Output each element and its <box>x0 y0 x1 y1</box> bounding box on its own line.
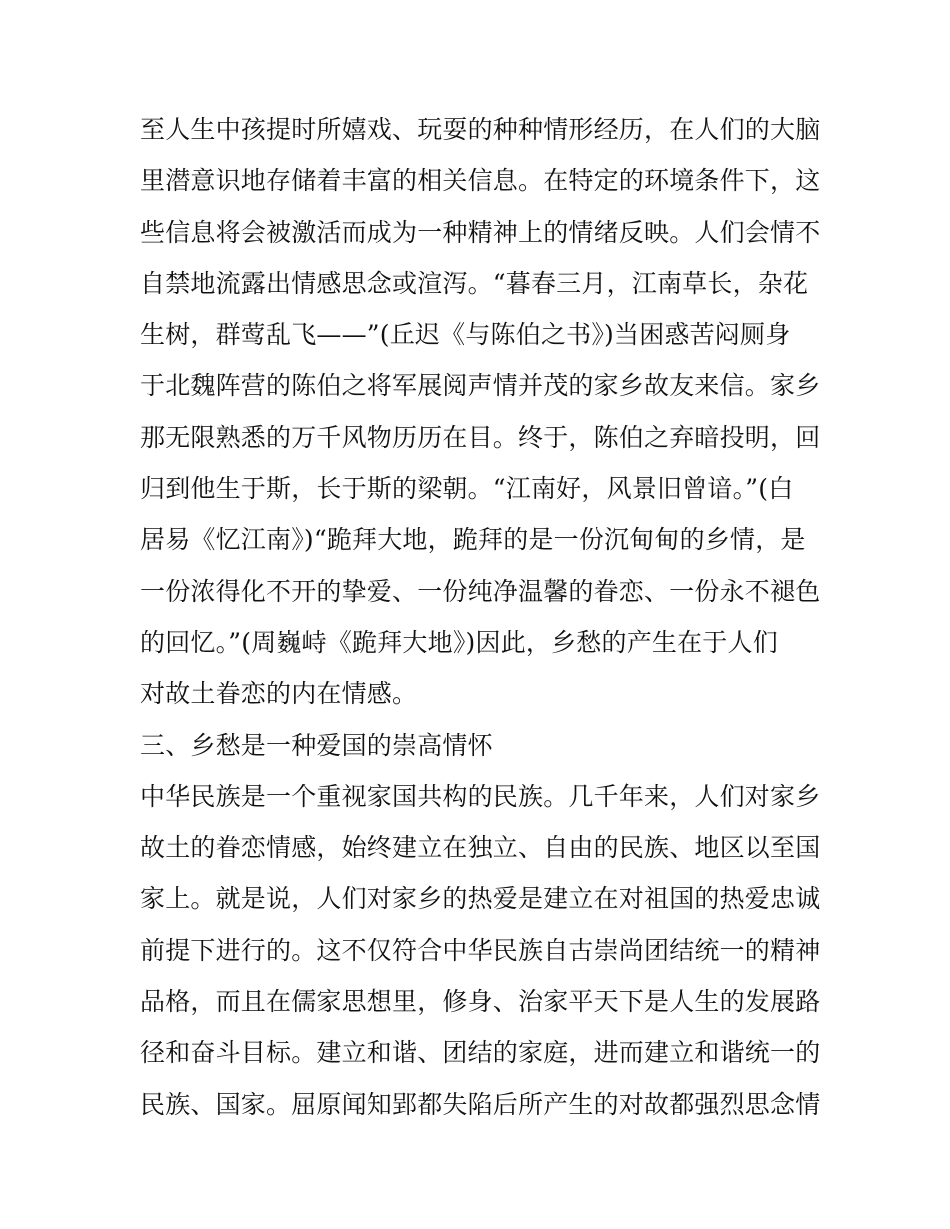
body-text <box>140 104 840 1130</box>
text-line: 里潜意识地存储着丰富的相关信息。在特定的环境条件下，这 <box>140 166 821 196</box>
text-line: 一份浓得化不开的挚爱、一份纯净温馨的眷恋、一份永不褪色 <box>140 576 821 606</box>
section-heading: 三、乡愁是一种爱国的崇高情怀 <box>140 730 493 760</box>
text-line: 前提下进行的。这不仅符合中华民族自古崇尚团结统一的精神 <box>140 935 821 965</box>
text-line: 自禁地流露出情感思念或渲泻。“暮春三月，江南草长，杂花 <box>140 268 809 298</box>
text-line: 家上。就是说，人们对家乡的热爱是建立在对祖国的热爱忠诚 <box>140 884 821 914</box>
text-line: 故土的眷恋情感，始终建立在独立、自由的民族、地区以至国 <box>140 833 821 863</box>
text-line: 居易《忆江南》)“跪拜大地，跪拜的是一份沉甸甸的乡情，是 <box>140 525 806 555</box>
text-line: 径和奋斗目标。建立和谐、团结的家庭，进而建立和谐统一的 <box>140 1038 821 1068</box>
text-line: 归到他生于斯，长于斯的梁朝。“江南好，风景旧曾谙。”(白 <box>140 474 794 504</box>
text-line: 民族、国家。屈原闻知郢都失陷后所产生的对故都强烈思念情 <box>140 1089 821 1119</box>
text-line: 些信息将会被激活而成为一种精神上的情绪反映。人们会情不 <box>140 217 821 247</box>
text-line: 那无限熟悉的万千风物历历在目。终于，陈伯之弃暗投明，回 <box>140 422 821 452</box>
text-line: 品格，而且在儒家思想里，修身、治家平天下是人生的发展路 <box>140 987 821 1017</box>
text-line: 至人生中孩提时所嬉戏、玩耍的种种情形经历，在人们的大脑 <box>140 115 821 144</box>
text-line: 中华民族是一个重视家国共构的民族。几千年来，人们对家乡 <box>140 781 821 811</box>
text-line: 于北魏阵营的陈伯之将军展阅声情并茂的家乡故友来信。家乡 <box>140 371 821 401</box>
text-line: 对故土眷恋的内在情感。 <box>140 679 418 709</box>
text-line: 的回忆。”(周巍峙《跪拜大地》)因此，乡愁的产生在于人们 <box>140 627 778 657</box>
text-line: 生树，群莺乱飞——”(丘迟《与陈伯之书》)当困惑苦闷厕身 <box>140 320 791 350</box>
